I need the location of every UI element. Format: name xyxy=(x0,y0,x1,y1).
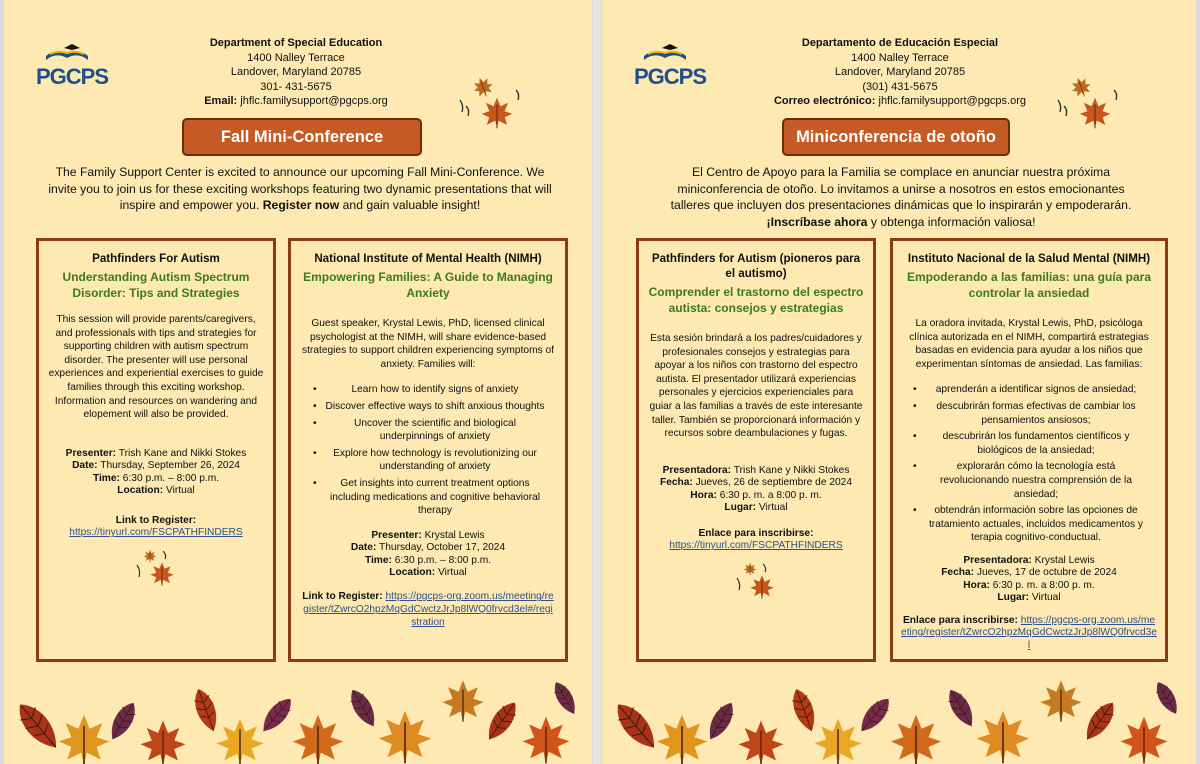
autumn-leaves-border-icon xyxy=(602,672,1196,764)
session-details xyxy=(647,465,865,515)
leaf-icon xyxy=(733,562,779,604)
nimh-session-box xyxy=(288,238,568,662)
presenter-label: Presenter: xyxy=(65,447,117,459)
date-label: Date: xyxy=(350,542,377,554)
department-name: Departamento de Educación Especial xyxy=(801,37,999,49)
presenter-value: Trish Kane and Nikki Stokes xyxy=(118,447,247,459)
time-label: Hora: xyxy=(963,579,990,591)
nimh-session-box xyxy=(890,238,1168,662)
presenter-label: Presenter: xyxy=(371,529,422,541)
autumn-leaves-border-icon xyxy=(4,672,592,764)
session-subtitle: Empoderando a las familias: una guía para controlar la ansiedad xyxy=(906,270,1152,300)
register-label: Link to Register: xyxy=(115,515,197,527)
logo-book-icon xyxy=(42,42,92,62)
phone-number: 301- 431-5675 xyxy=(260,80,332,93)
city-address: Landover, Maryland 20785 xyxy=(834,66,966,78)
time-label: Time: xyxy=(92,472,120,484)
time-value: 6:30 p.m. – 8:00 p.m. xyxy=(394,554,492,566)
date-value: Jueves, 26 de septiembre de 2024 xyxy=(695,477,852,489)
phone-number: (301) 431-5675 xyxy=(862,80,938,93)
date-label: Fecha: xyxy=(941,567,975,579)
location-label: Lugar: xyxy=(724,501,757,513)
session-details xyxy=(901,555,1157,605)
intro-text: El Centro de Apoyo para la Familia se complace en anunciar nuestra próxima miniconferencia de otoño. Lo invitamos a unirse a nosotros en estos emocionantes talleres que incluyen dos presentaciones dinámicas que lo inspirarán y empoderarán. xyxy=(670,165,1132,212)
page-separator xyxy=(593,0,601,764)
department-name: Department of Special Education xyxy=(209,37,383,49)
date-label: Fecha: xyxy=(659,477,693,489)
email-label: Email: xyxy=(204,95,238,107)
location-value: Virtual xyxy=(437,566,467,578)
conference-banner: Miniconferencia de otoño xyxy=(782,118,1010,156)
email-address[interactable]: jhflc.familysupport@pgcps.org xyxy=(878,95,1027,107)
benefits-list xyxy=(311,383,545,517)
register-link[interactable]: https://pgcps-org.zoom.us/meeting/register/tZwrcO2hpzMqGdCwctzJrJp8lWQ0frvcd3el#/registration xyxy=(303,591,554,628)
list-item: • descubrirán formas efectivas de cambiar los pensamientos ansiosos; xyxy=(911,400,1147,427)
session-description: This session will provide parents/caregivers, and professionals with tips and strategies for supporting children with autism spectrum disorder. The presenter will use personal experiences and experiential exercises to guide families through this exciting workshop. Information and resources on wandering and elopement will also be provided. xyxy=(48,314,264,421)
register-now-text: Register now xyxy=(262,198,340,212)
register-link[interactable]: https://pgcps-org.zoom.us/meeting/register/tZwrcO2hpzMqGdCwctzJrJp8lWQ0frvcd3el xyxy=(901,614,1157,651)
logo-book-icon xyxy=(640,42,690,62)
street-address: 1400 Nalley Terrace xyxy=(247,51,345,64)
location-label: Location: xyxy=(117,484,164,496)
intro-text-end: and gain valuable insight! xyxy=(342,198,481,212)
presenter-label: Presentadora: xyxy=(662,464,732,476)
intro-paragraph xyxy=(40,164,560,214)
city-address: Landover, Maryland 20785 xyxy=(230,66,362,78)
street-address: 1400 Nalley Terrace xyxy=(851,51,949,64)
intro-text-end: y obtenga información valiosa! xyxy=(870,214,1036,229)
list-item: • Uncover the scientific and biological underpinnings of anxiety xyxy=(311,417,545,444)
date-value: Jueves, 17 de octubre de 2024 xyxy=(976,567,1117,579)
presenter-value: Trish Kane y Nikki Stokes xyxy=(733,464,850,476)
flyer-page-spanish xyxy=(602,0,1196,764)
time-label: Time: xyxy=(364,554,392,566)
logo-text: PGCPS xyxy=(36,64,109,89)
autism-session-box xyxy=(636,238,876,662)
register-label: Link to Register: xyxy=(302,591,383,603)
location-value: Virtual xyxy=(165,484,195,496)
session-subtitle: Understanding Autism Spectrum Disorder: Tips and Strategies xyxy=(62,270,250,300)
session-details xyxy=(47,448,265,498)
email-label: Correo electrónico: xyxy=(773,95,876,107)
intro-text: The Family Support Center is excited to announce our upcoming Fall Mini-Conference. We invite you to join us for these exciting workshops featuring two dynamic presentations that will inspire and empower you. xyxy=(48,165,552,212)
list-item: • descubrirán los fundamentos científicos y biológicos de la ansiedad; xyxy=(911,430,1147,457)
logo-text: PGCPS xyxy=(634,64,707,89)
pgcps-logo xyxy=(634,42,707,92)
session-title: Pathfinders For Autism xyxy=(92,252,220,265)
location-label: Lugar: xyxy=(997,592,1030,604)
date-value: Thursday, October 17, 2024 xyxy=(379,542,506,554)
location-value: Virtual xyxy=(758,501,788,513)
leaf-icon xyxy=(133,549,179,591)
falling-leaves-icon xyxy=(1052,76,1124,136)
time-label: Hora: xyxy=(690,489,717,501)
time-value: 6:30 p. m. a 8:00 p. m. xyxy=(719,489,822,501)
register-label: Enlace para inscribirse: xyxy=(698,528,814,540)
presenter-value: Krystal Lewis xyxy=(1034,554,1095,566)
list-item: • explorarán cómo la tecnología está revolucionando nuestra comprensión de la ansiedad; xyxy=(911,460,1147,501)
session-title: National Institute of Mental Health (NIMH) xyxy=(314,252,542,265)
intro-paragraph xyxy=(658,164,1144,230)
time-value: 6:30 p.m. – 8:00 p.m. xyxy=(122,472,220,484)
contact-header xyxy=(750,36,1050,109)
list-item: • Learn how to identify signs of anxiety xyxy=(311,383,545,397)
autism-session-box xyxy=(36,238,276,662)
conference-banner: Fall Mini-Conference xyxy=(182,118,422,156)
register-now-text: ¡Inscríbase ahora xyxy=(766,214,868,229)
session-description: Esta sesión brindará a los padres/cuidadores y profesionales consejos y estrategias para apoyar a los niños con trastorno del espectro autista. El presentador utilizará experiencias personales y ejercicios experienciales para guiar a las familias a través de este interesante taller. También se proporcionará información y recursos sobre deambulaciones y fugas. xyxy=(649,333,863,440)
contact-header xyxy=(146,36,446,109)
list-item: • aprenderán a identificar signos de ansiedad; xyxy=(911,383,1147,397)
presenter-value: Krystal Lewis xyxy=(424,529,485,541)
register-link[interactable]: https://tinyurl.com/FSCPATHFINDERS xyxy=(669,540,843,552)
benefits-list xyxy=(911,383,1147,545)
location-value: Virtual xyxy=(1031,592,1061,604)
session-subtitle: Comprender el trastorno del espectro autista: consejos y estrategias xyxy=(648,285,864,315)
pgcps-logo xyxy=(36,42,109,92)
flyer-page-english xyxy=(4,0,592,764)
list-item: • Get insights into current treatment options including medications and cognitive behavioral therapy xyxy=(311,477,545,518)
time-value: 6:30 p. m. a 8:00 p. m. xyxy=(992,579,1095,591)
falling-leaves-icon xyxy=(454,76,526,136)
date-label: Date: xyxy=(72,460,98,472)
date-value: Thursday, September 26, 2024 xyxy=(100,460,240,472)
session-title: Instituto Nacional de la Salud Mental (NIMH) xyxy=(907,252,1151,265)
list-item: • obtendrán información sobre las opciones de tratamiento actuales, incluidos medicamentos y terapia cognitivo-conductual. xyxy=(911,504,1147,545)
register-label: Enlace para inscribirse: xyxy=(903,614,1018,626)
session-subtitle: Empowering Families: A Guide to Managing Anxiety xyxy=(303,270,553,300)
session-description: Guest speaker, Krystal Lewis, PhD, licensed clinical psychologist at the NIMH, will share evidence-based strategies to support children experiencing symptoms of anxiety. Families will: xyxy=(302,318,554,370)
presenter-label: Presentadora: xyxy=(963,554,1032,566)
list-item: • Discover effective ways to shift anxious thoughts xyxy=(311,400,545,414)
session-title: Pathfinders for Autism (pioneros para el autismo) xyxy=(651,252,861,280)
session-details xyxy=(301,530,555,580)
session-description: La oradora invitada, Krystal Lewis, PhD, psicóloga clínica autorizada en el NIMH, compartirá estrategias basadas en evidencia para ayudar a los niños que experimentan síntomas de ansiedad. Las familias: xyxy=(909,318,1149,370)
register-link[interactable]: https://tinyurl.com/FSCPATHFINDERS xyxy=(69,527,243,539)
location-label: Location: xyxy=(389,566,436,578)
email-address[interactable]: jhflc.familysupport@pgcps.org xyxy=(240,95,388,107)
list-item: • Explore how technology is revolutionizing our understanding of anxiety xyxy=(311,447,545,474)
